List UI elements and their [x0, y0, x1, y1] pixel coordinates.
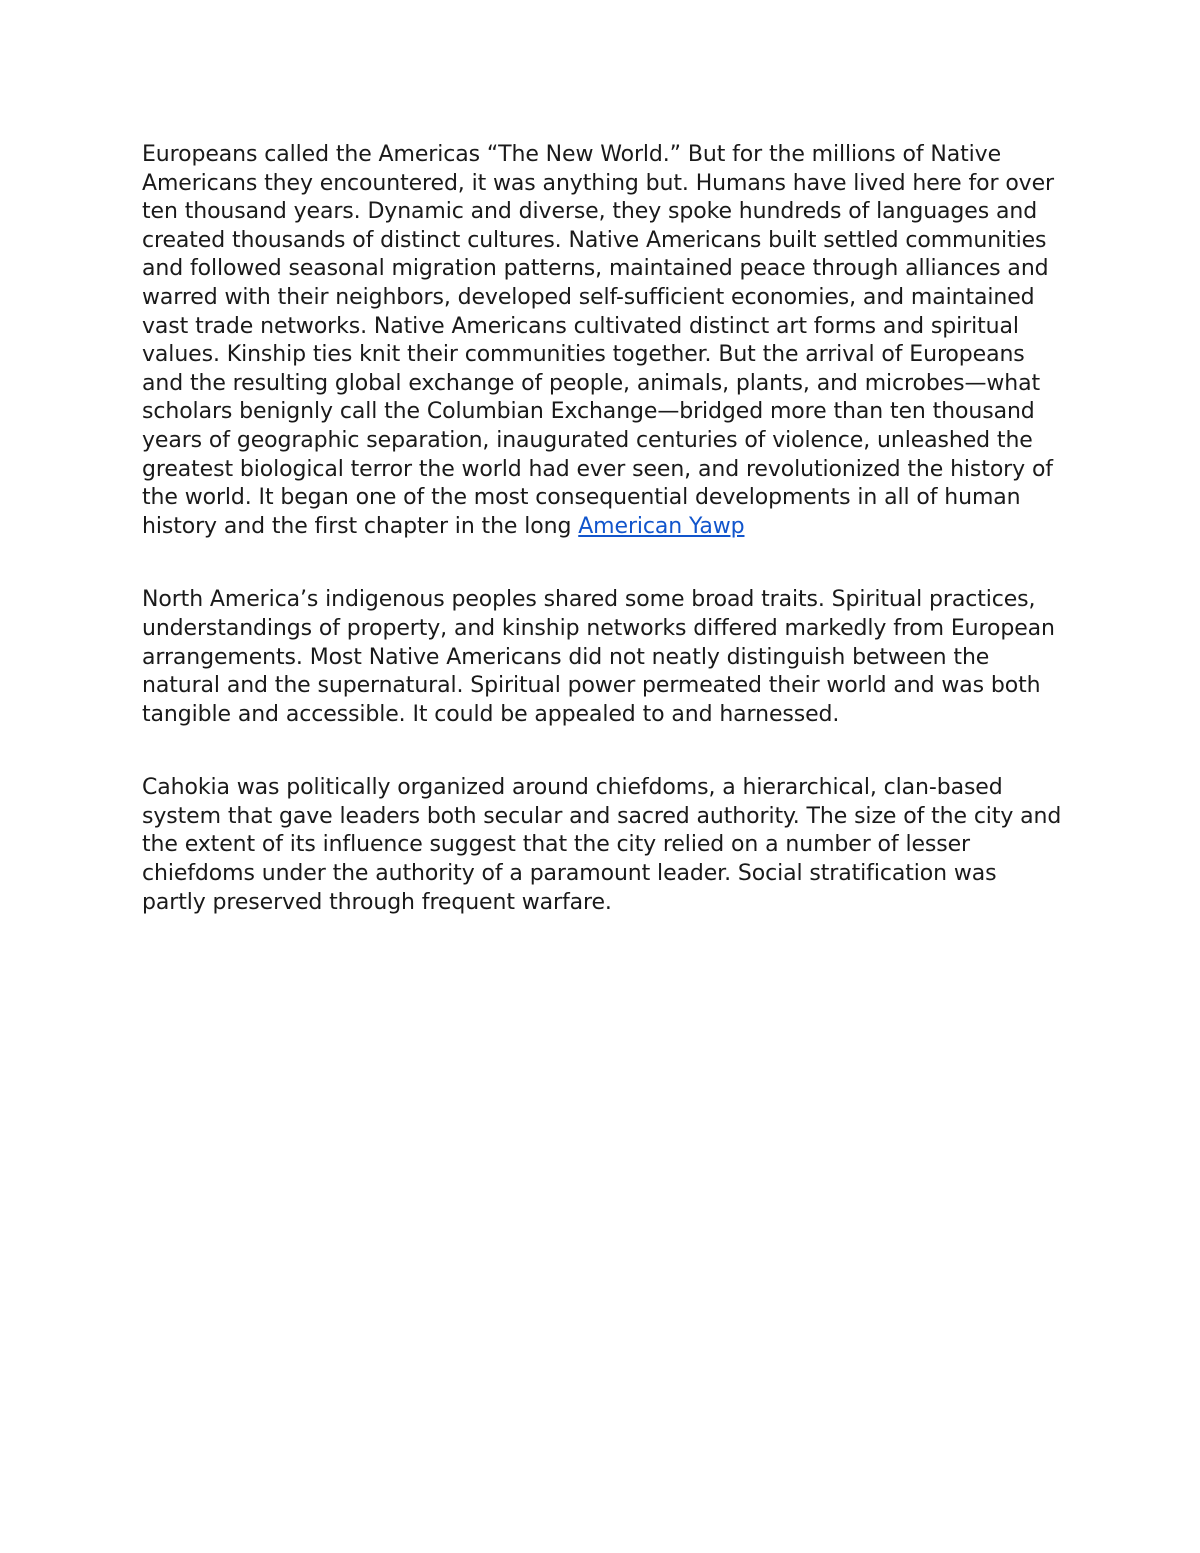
paragraph-1-text: Europeans called the Americas “The New World.” But for the millions of Native Americans they encountered, it was anything but. Humans have lived here for over ten thousand years. Dynamic and diverse, they spoke hundreds of languages and created thousands of distinct cultures. Native Americans built settled communities and followed seasonal migration patterns, maintained peace through alliances and warred with their neighbors, developed self-sufficient economies, and maintained vast trade networks. Native Americans cultivated distinct art forms and spiritual values. Kinship ties knit their communities together. But the arrival of Europeans and the resulting global exchange of people, animals, plants, and microbes—what scholars benignly call the Columbian Exchange—bridged more than ten thousand years of geographic separation, inaugurated centuries of violence, unleashed the greatest biological terror the world had ever seen, and revolutionized the history of the world. It began one of the most consequential developments in all of human history and the first chapter in the long [142, 142, 1054, 539]
paragraph-3 [142, 774, 1062, 917]
paragraph-3-text: Cahokia was politically organized around chiefdoms, a hierarchical, clan-based system that gave leaders both secular and sacred authority. The size of the city and the extent of its influence suggest that the city relied on a number of lesser chiefdoms under the authority of a paramount leader. Social stratification was partly preserved through frequent warfare. [142, 775, 1062, 915]
paragraph-2 [142, 586, 1062, 729]
american-yawp-link[interactable]: American Yawp [578, 513, 745, 539]
paragraph-1 [142, 141, 1062, 541]
paragraph-2-text: North America’s indigenous peoples shared some broad traits. Spiritual practices, understandings of property, and kinship networks differed markedly from European arrangements. Most Native Americans did not neatly distinguish between the natural and the supernatural. Spiritual power permeated their world and was both tangible and accessible. It could be appealed to and harnessed. [142, 587, 1055, 727]
document-body [142, 141, 1062, 917]
